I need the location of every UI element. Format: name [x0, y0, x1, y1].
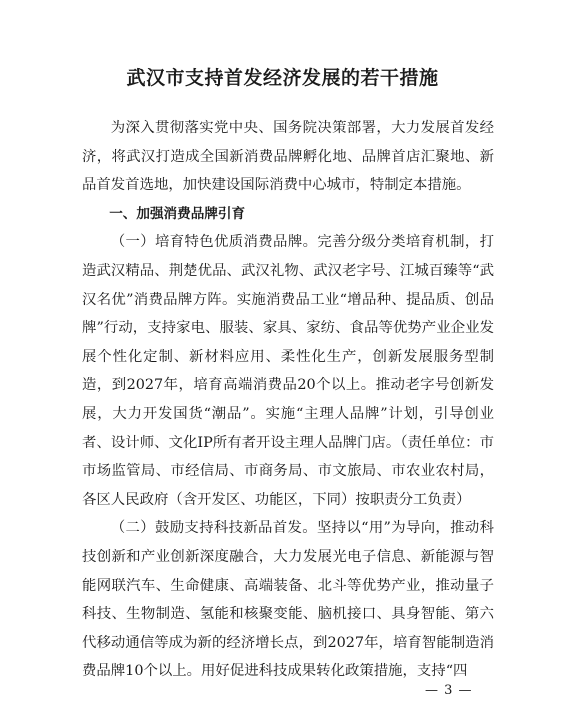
item-1-heading: （一）培育特色优质消费品牌。 — [110, 234, 318, 251]
item-1-body: 完善分级分类培育机制，打造武汉精品、荆楚优品、武汉礼物、武汉老字号、江城百臻等“武汉名优”消费品牌方阵。实施消费品工业“增品种、提品质、创品牌”行动，支持家电、服装、家具、家纺、食品等优势产业企业发展个性化定制、新材料应用、柔性化生产，创新发展服务型制造，到2027年，培育高端消费品20个以上。推动老字号创新发展，大力开发国货“潮品”。实施“主理人品牌”计划，引导创业者、设计师、文化IP所有者开设主理人品牌门店。（责任单位：市市场监管局、市经信局、市商务局、市文旅局、市农业农村局，各区人民政府（含开发区、功能区，下同）按职责分工负责） — [82, 234, 494, 508]
item-1-paragraph — [82, 228, 494, 514]
item-2-paragraph — [82, 514, 494, 686]
document-body — [82, 114, 494, 686]
page-number: — 3 — — [425, 683, 473, 698]
section-heading: 一、加强消费品牌引育 — [109, 205, 246, 222]
item-2-heading: （二）鼓励支持科技新品首发。 — [110, 520, 317, 537]
intro-paragraph: 为深入贯彻落实党中央、国务院决策部署，大力发展首发经济，将武汉打造成全国新消费品牌孵化地、品牌首店汇聚地、新品首发首选地，加快建设国际消费中心城市，特制定本措施。 — [82, 120, 494, 194]
item-2-body: 坚持以“用”为导向，推动科技创新和产业创新深度融合，大力发展光电子信息、新能源与智能网联汽车、生命健康、高端装备、北斗等优势产业，推动量子科技、生物制造、氢能和核聚变能、脑机接口、具身智能、第六代移动通信等成为新的经济增长点，到2027年，培育智能制造消费品牌10个以上。用好促进科技成果转化政策措施，支持“四 — [82, 520, 494, 680]
document-title: 武汉市支持首发经济发展的若干措施 — [126, 67, 439, 89]
